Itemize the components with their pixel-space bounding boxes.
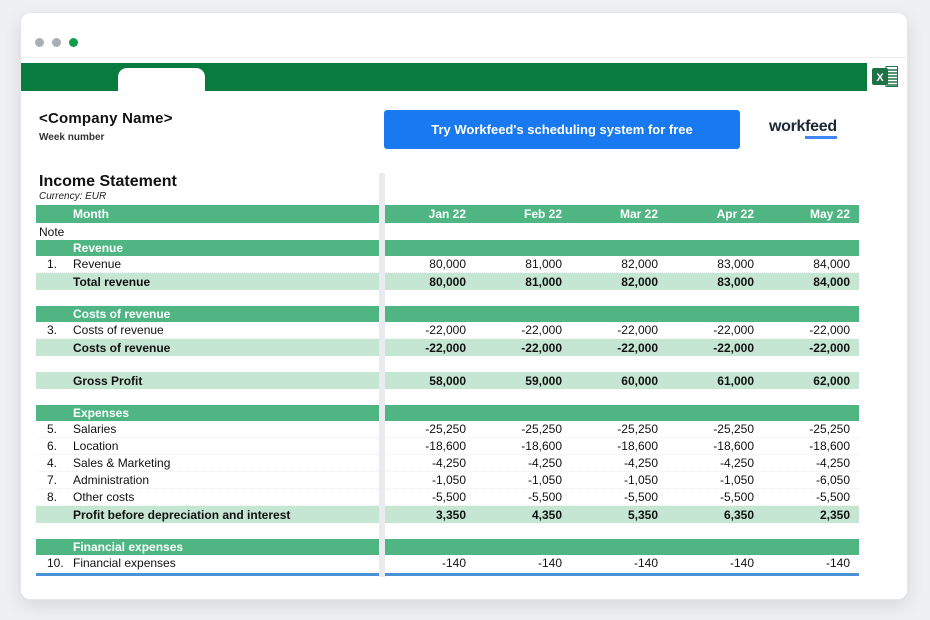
row-label: Financial expenses — [73, 556, 176, 570]
section-header-row — [36, 240, 859, 256]
value-cell: -22,000 — [425, 340, 466, 355]
value-cell: -4,250 — [527, 456, 562, 470]
value-cell: 84,000 — [813, 257, 850, 271]
row-number: 7. — [47, 473, 58, 487]
spacer-row — [36, 389, 859, 405]
month-header-row — [36, 205, 859, 223]
sheet-tab-bar — [21, 63, 867, 91]
month-cell-4: May 22 — [809, 207, 850, 221]
section-header-row — [36, 306, 859, 322]
value-cell: -5,500 — [623, 490, 658, 504]
table-row — [36, 555, 859, 572]
page-title: Income Statement — [39, 173, 177, 190]
window-dot-1[interactable] — [35, 38, 44, 47]
value-cell: -22,000 — [809, 323, 850, 337]
row-label: Expenses — [73, 406, 130, 420]
value-cell: 2,350 — [819, 507, 850, 522]
note-label: Note — [39, 224, 65, 239]
value-cell: -22,000 — [713, 323, 754, 337]
value-cell: -22,000 — [521, 340, 562, 355]
value-cell: -18,600 — [425, 439, 466, 453]
value-cell: -5,500 — [431, 490, 466, 504]
table-row — [36, 322, 859, 339]
table-row — [36, 489, 859, 506]
value-cell: 82,000 — [621, 257, 658, 271]
svg-text:X: X — [876, 72, 884, 84]
value-cell: -22,000 — [809, 340, 850, 355]
value-cell: -4,250 — [623, 456, 658, 470]
value-cell: 61,000 — [717, 373, 754, 388]
month-cell-3: Apr 22 — [716, 207, 754, 221]
window-dot-3[interactable] — [69, 38, 78, 47]
value-cell: -5,500 — [815, 490, 850, 504]
month-cell-1: Feb 22 — [523, 207, 562, 221]
value-cell: 62,000 — [813, 373, 850, 388]
value-cell: 81,000 — [525, 257, 562, 271]
value-cell: -22,000 — [617, 323, 658, 337]
row-label: Costs of revenue — [73, 340, 171, 355]
table-row — [36, 421, 859, 438]
total-row — [36, 273, 859, 290]
company-name: <Company Name> — [39, 110, 173, 127]
value-cell: -22,000 — [617, 340, 658, 355]
value-cell: -4,250 — [815, 456, 850, 470]
row-label: Profit before depreciation and interest — [73, 507, 291, 522]
value-cell: 4,350 — [531, 507, 562, 522]
value-cell: -4,250 — [431, 456, 466, 470]
cta-button[interactable]: Try Workfeed's scheduling system for free — [384, 110, 740, 149]
table-row — [36, 472, 859, 489]
row-number: 3. — [47, 323, 58, 337]
window-dot-2[interactable] — [52, 38, 61, 47]
row-number: 4. — [47, 456, 58, 470]
month-cell-2: Mar 22 — [619, 207, 658, 221]
value-cell: -18,600 — [617, 439, 658, 453]
value-cell: -140 — [729, 556, 754, 570]
value-cell: 80,000 — [429, 257, 466, 271]
row-label: Sales & Marketing — [73, 456, 171, 470]
currency-label: Currency: EUR — [39, 191, 107, 202]
value-cell: -25,250 — [521, 422, 562, 436]
income-statement-table — [36, 205, 859, 576]
value-cell: -25,250 — [425, 422, 466, 436]
value-cell: 6,350 — [723, 507, 754, 522]
row-label: Location — [73, 439, 119, 453]
row-label: Revenue — [73, 241, 124, 255]
value-cell: -140 — [441, 556, 466, 570]
table-row — [36, 256, 859, 273]
month-cell-0: Jan 22 — [428, 207, 466, 221]
table-row — [36, 438, 859, 455]
logo-text-work: work — [769, 118, 806, 135]
value-cell: -140 — [537, 556, 562, 570]
value-cell: -18,600 — [521, 439, 562, 453]
value-cell: -1,050 — [527, 473, 562, 487]
value-cell: -25,250 — [617, 422, 658, 436]
value-cell: -4,250 — [719, 456, 754, 470]
row-label: Gross Profit — [73, 373, 143, 388]
row-number: 10. — [47, 556, 64, 570]
column-divider — [379, 173, 385, 577]
row-number: 1. — [47, 257, 58, 271]
value-cell: -25,250 — [713, 422, 754, 436]
row-number: 5. — [47, 422, 58, 436]
value-cell: -22,000 — [713, 340, 754, 355]
excel-icon[interactable] — [872, 65, 899, 88]
week-number-label: Week number — [39, 132, 105, 143]
value-cell: -25,250 — [809, 422, 850, 436]
window-controls — [35, 38, 78, 47]
row-label: Other costs — [73, 490, 135, 504]
value-cell: -1,050 — [623, 473, 658, 487]
active-sheet-tab[interactable] — [118, 68, 205, 91]
value-cell: 59,000 — [525, 373, 562, 388]
row-number: 6. — [47, 439, 58, 453]
value-cell: -5,500 — [527, 490, 562, 504]
row-label: Costs of revenue — [73, 323, 164, 337]
note-row — [36, 223, 859, 240]
value-cell: -140 — [825, 556, 850, 570]
value-cell: -18,600 — [809, 439, 850, 453]
value-cell: 84,000 — [813, 274, 850, 289]
value-cell: 82,000 — [621, 274, 658, 289]
company-block — [39, 110, 173, 143]
row-label: Administration — [73, 473, 150, 487]
section-header-row — [36, 539, 859, 555]
row-label: Costs of revenue — [73, 307, 171, 321]
value-cell: 83,000 — [717, 257, 754, 271]
total-row — [36, 339, 859, 356]
browser-window — [20, 12, 908, 600]
value-cell: -5,500 — [719, 490, 754, 504]
chrome-divider — [21, 57, 907, 58]
section-header-row — [36, 405, 859, 421]
row-label: Salaries — [73, 422, 117, 436]
value-cell: 3,350 — [435, 507, 466, 522]
table-row — [36, 455, 859, 472]
value-cell: -1,050 — [431, 473, 466, 487]
month-header-label: Month — [73, 207, 109, 221]
spacer-row — [36, 523, 859, 539]
spacer-row — [36, 290, 859, 306]
total-row — [36, 506, 859, 523]
value-cell: 83,000 — [717, 274, 754, 289]
total-row — [36, 372, 859, 389]
table-bottom-rule — [36, 573, 859, 576]
row-number: 8. — [47, 490, 58, 504]
value-cell: -1,050 — [719, 473, 754, 487]
row-label: Revenue — [73, 257, 122, 271]
value-cell: -140 — [633, 556, 658, 570]
value-cell: -6,050 — [815, 473, 850, 487]
value-cell: -22,000 — [521, 323, 562, 337]
workfeed-logo[interactable] — [769, 118, 837, 136]
row-label: Total revenue — [73, 274, 151, 289]
logo-text-feed: feed — [805, 118, 837, 139]
value-cell: -22,000 — [425, 323, 466, 337]
value-cell: 60,000 — [621, 373, 658, 388]
value-cell: 80,000 — [429, 274, 466, 289]
row-label: Financial expenses — [73, 540, 184, 554]
value-cell: 5,350 — [627, 507, 658, 522]
value-cell: 81,000 — [525, 274, 562, 289]
value-cell: -18,600 — [713, 439, 754, 453]
spacer-row — [36, 356, 859, 372]
value-cell: 58,000 — [429, 373, 466, 388]
